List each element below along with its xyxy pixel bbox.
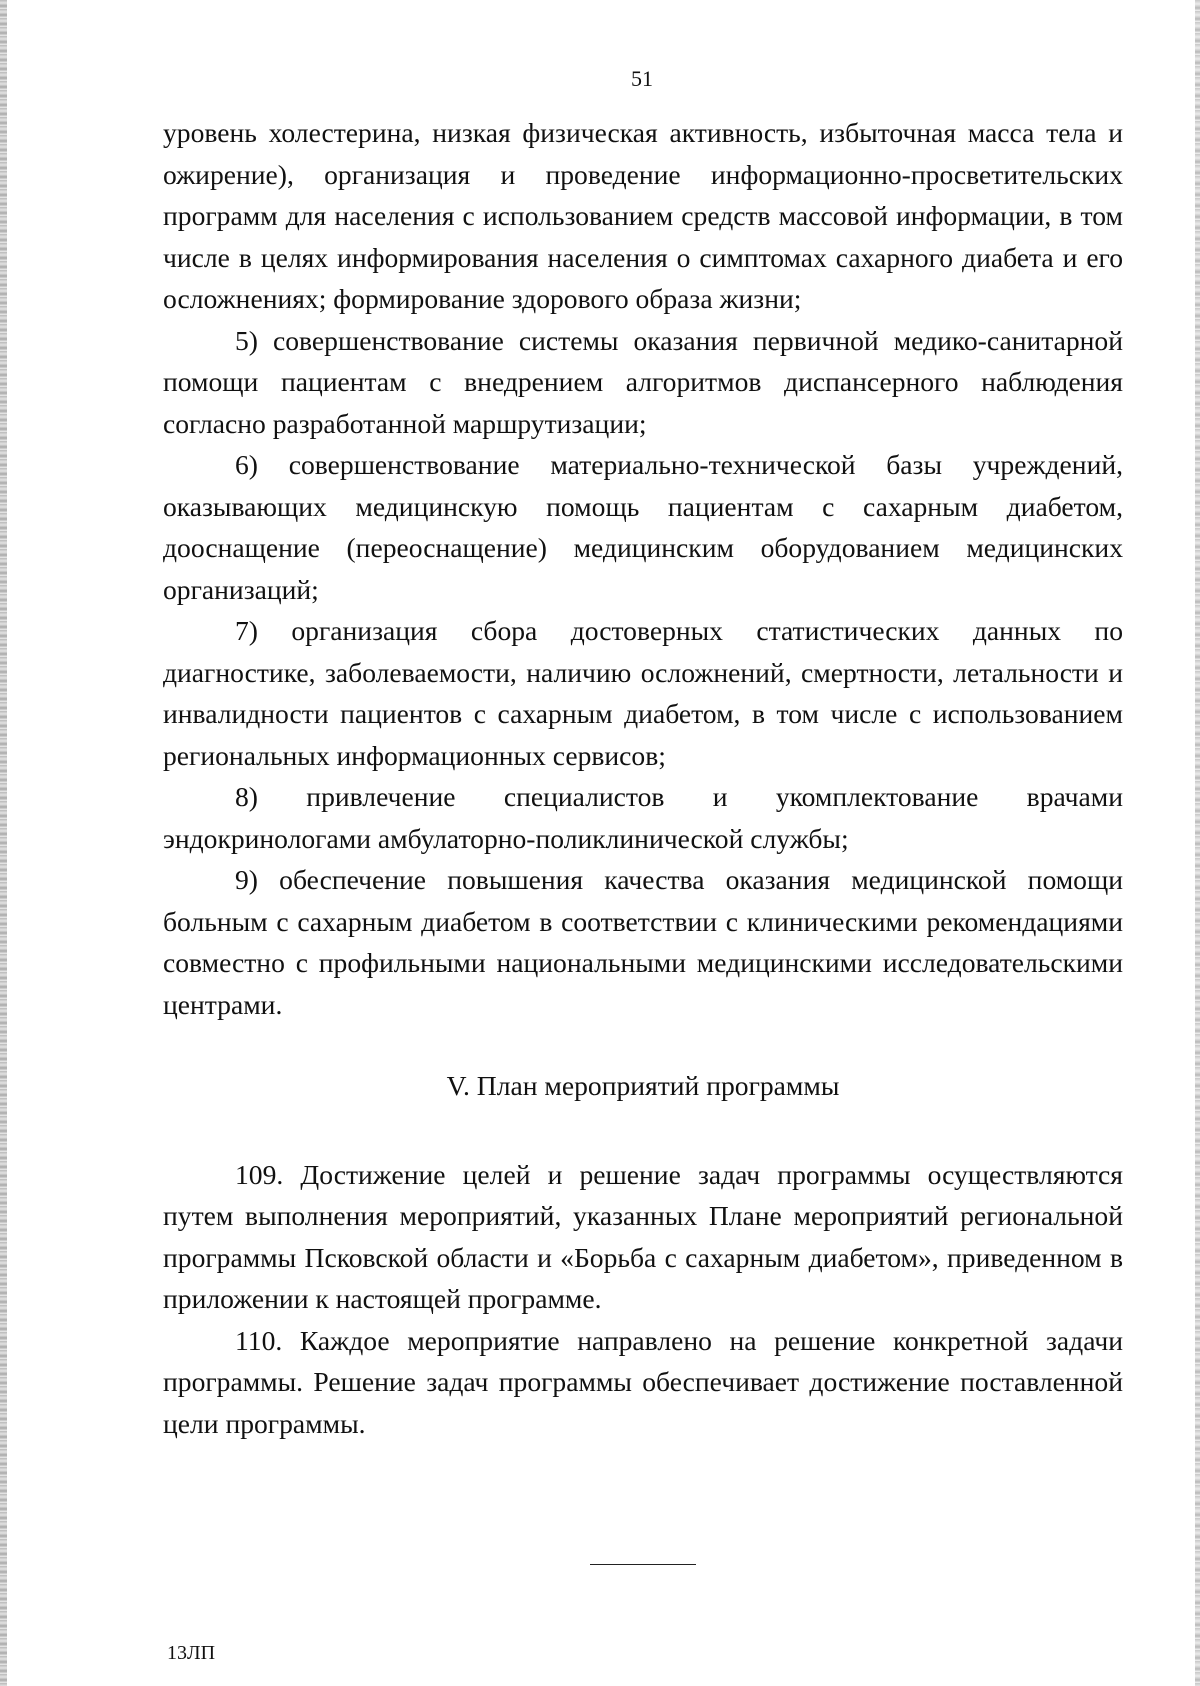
scan-edge-left <box>0 0 7 1686</box>
list-item-9: 9) обеспечение повышения качества оказания медицинской помощи больным с сахарным диабетом в соответствии с клиническими рекомендациями совместно с профильными национальными медицинскими исследовательскими центрами. <box>163 864 1123 1020</box>
list-item-5: 5) совершенствование системы оказания первичной медико-санитарной помощи пациентам с внедрением алгоритмов диспансерного наблюдения согласно разработанной маршрутизации; <box>163 324 1123 439</box>
list-item-8: 8) привлечение специалистов и укомплектование врачами эндокринологами амбулаторно-поликлинической службы; <box>163 781 1123 854</box>
page-number: 51 <box>631 66 653 91</box>
paragraph-110: 110. Каждое мероприятие направлено на решение конкретной задачи программы. Решение задач программы обеспечивает достижение поставленной цели программы. <box>163 1324 1123 1439</box>
scan-edge-right <box>1195 0 1200 1686</box>
document-body <box>163 112 1123 1444</box>
footer-code: 13ЛП <box>167 1642 216 1664</box>
list-item-7: 7) организация сбора достоверных статистических данных по диагностике, заболеваемости, наличию осложнений, смертности, летальности и инвалидности пациентов с сахарным диабетом, в том числе с использованием региональных информационных сервисов; <box>163 615 1123 771</box>
list-item-6: 6) совершенствование материально-технической базы учреждений, оказывающих медицинскую помощь пациентам с сахарным диабетом, дооснащение (переоснащение) медицинским оборудованием медицинских организаций; <box>163 449 1123 605</box>
end-rule <box>590 1564 696 1565</box>
paragraph-109: 109. Достижение целей и решение задач программы осуществляются путем выполнения мероприятий, указанных Плане мероприятий региональной программы Псковской области и «Борьба с сахарным диабетом», приведенном в приложении к настоящей программе. <box>163 1158 1123 1314</box>
section-heading: V. План мероприятий программы <box>446 1070 840 1101</box>
paragraph-continuation: уровень холестерина, низкая физическая активность, избыточная масса тела и ожирение), организация и проведение информационно-просветительских программ для населения с использованием средств массовой информации, в том числе в целях информирования населения о симптомах сахарного диабета и его осложнениях; формирование здорового образа жизни; <box>163 117 1123 314</box>
